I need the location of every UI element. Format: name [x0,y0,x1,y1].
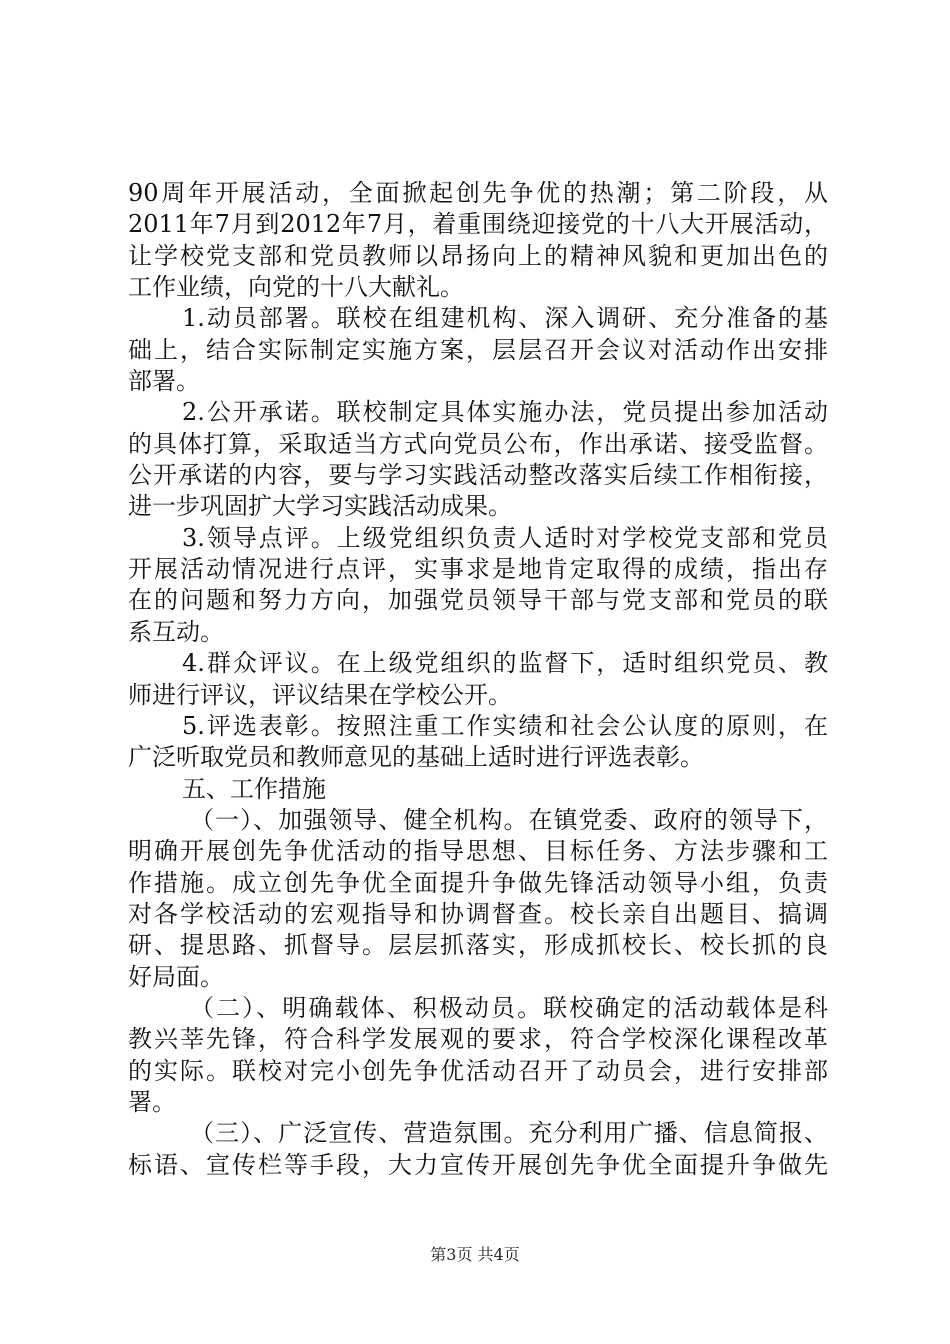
text-line: 在的问题和努力方向，加强党员领导干部与党支部和党员的联 [128,586,828,615]
text-line: 师进行评议，评议结果在学校公开。 [128,680,512,709]
text-line: 让学校党支部和党员教师以昂扬向上的精神风貌和更加出色的 [128,241,828,270]
text-line: 对各学校活动的宏观指导和协调督查。校长亲自出题目、搞调 [128,899,828,928]
text-line: （三）、广泛宣传、营造氛围。充分利用广播、信息简报、 [190,1119,828,1148]
document-body [128,178,828,1181]
text-line: 2011年7月到2012年7月，着重围绕迎接党的十八大开展活动， [128,210,828,239]
text-line: 署。 [128,1087,176,1116]
text-line: 标语、宣传栏等手段，大力宣传开展创先争优全面提升争做先 [128,1150,828,1179]
text-line: 五、工作措施 [182,774,326,803]
text-line: 进一步巩固扩大学习实践活动成果。 [128,492,512,521]
text-line: 1.动员部署。联校在组建机构、深入调研、充分准备的基 [182,304,828,333]
text-line: 的实际。联校对完小创先争优活动召开了动员会，进行安排部 [128,1056,828,1085]
text-line: 2.公开承诺。联校制定具体实施办法，党员提出参加活动 [182,398,828,427]
text-line: 作措施。成立创先争优全面提升争做先锋活动领导小组，负责 [128,868,828,897]
text-line: 部署。 [128,367,200,396]
text-line: 工作业绩，向党的十八大献礼。 [128,273,464,302]
text-line: 公开承诺的内容，要与学习实践活动整改落实后续工作相衔接， [128,461,828,490]
text-line: 90周年开展活动，全面掀起创先争优的热潮；第二阶段，从 [128,179,828,207]
text-line: 础上，结合实际制定实施方案，层层召开会议对活动作出安排 [128,335,828,364]
text-line: 5.评选表彰。按照注重工作实绩和社会公认度的原则，在 [182,711,828,740]
text-line: 4.群众评议。在上级党组织的监督下，适时组织党员、教 [182,649,828,678]
text-line: 广泛听取党员和教师意见的基础上适时进行评选表彰。 [128,743,704,772]
text-line: （二）、明确载体、积极动员。联校确定的活动载体是科 [190,993,828,1022]
text-line: （一）、加强领导、健全机构。在镇党委、政府的领导下， [190,805,828,834]
text-line: 开展活动情况进行点评，实事求是地肯定取得的成绩，指出存 [128,555,828,584]
text-line: 3.领导点评。上级党组织负责人适时对学校党支部和党员 [182,523,828,552]
text-line: 教兴莘先锋，符合科学发展观的要求，符合学校深化课程改革 [128,1025,828,1054]
text-line: 系互动。 [128,617,224,646]
text-line: 的具体打算，采取适当方式向党员公布，作出承诺、接受监督。 [128,429,828,458]
text-line: 好局面。 [128,962,224,991]
page-footer: 第3页 共4页 [430,1245,520,1264]
text-line: 研、提思路、抓督导。层层抓落实，形成抓校长、校长抓的良 [128,931,828,960]
text-line: 明确开展创先争优活动的指导思想、目标任务、方法步骤和工 [128,837,828,866]
